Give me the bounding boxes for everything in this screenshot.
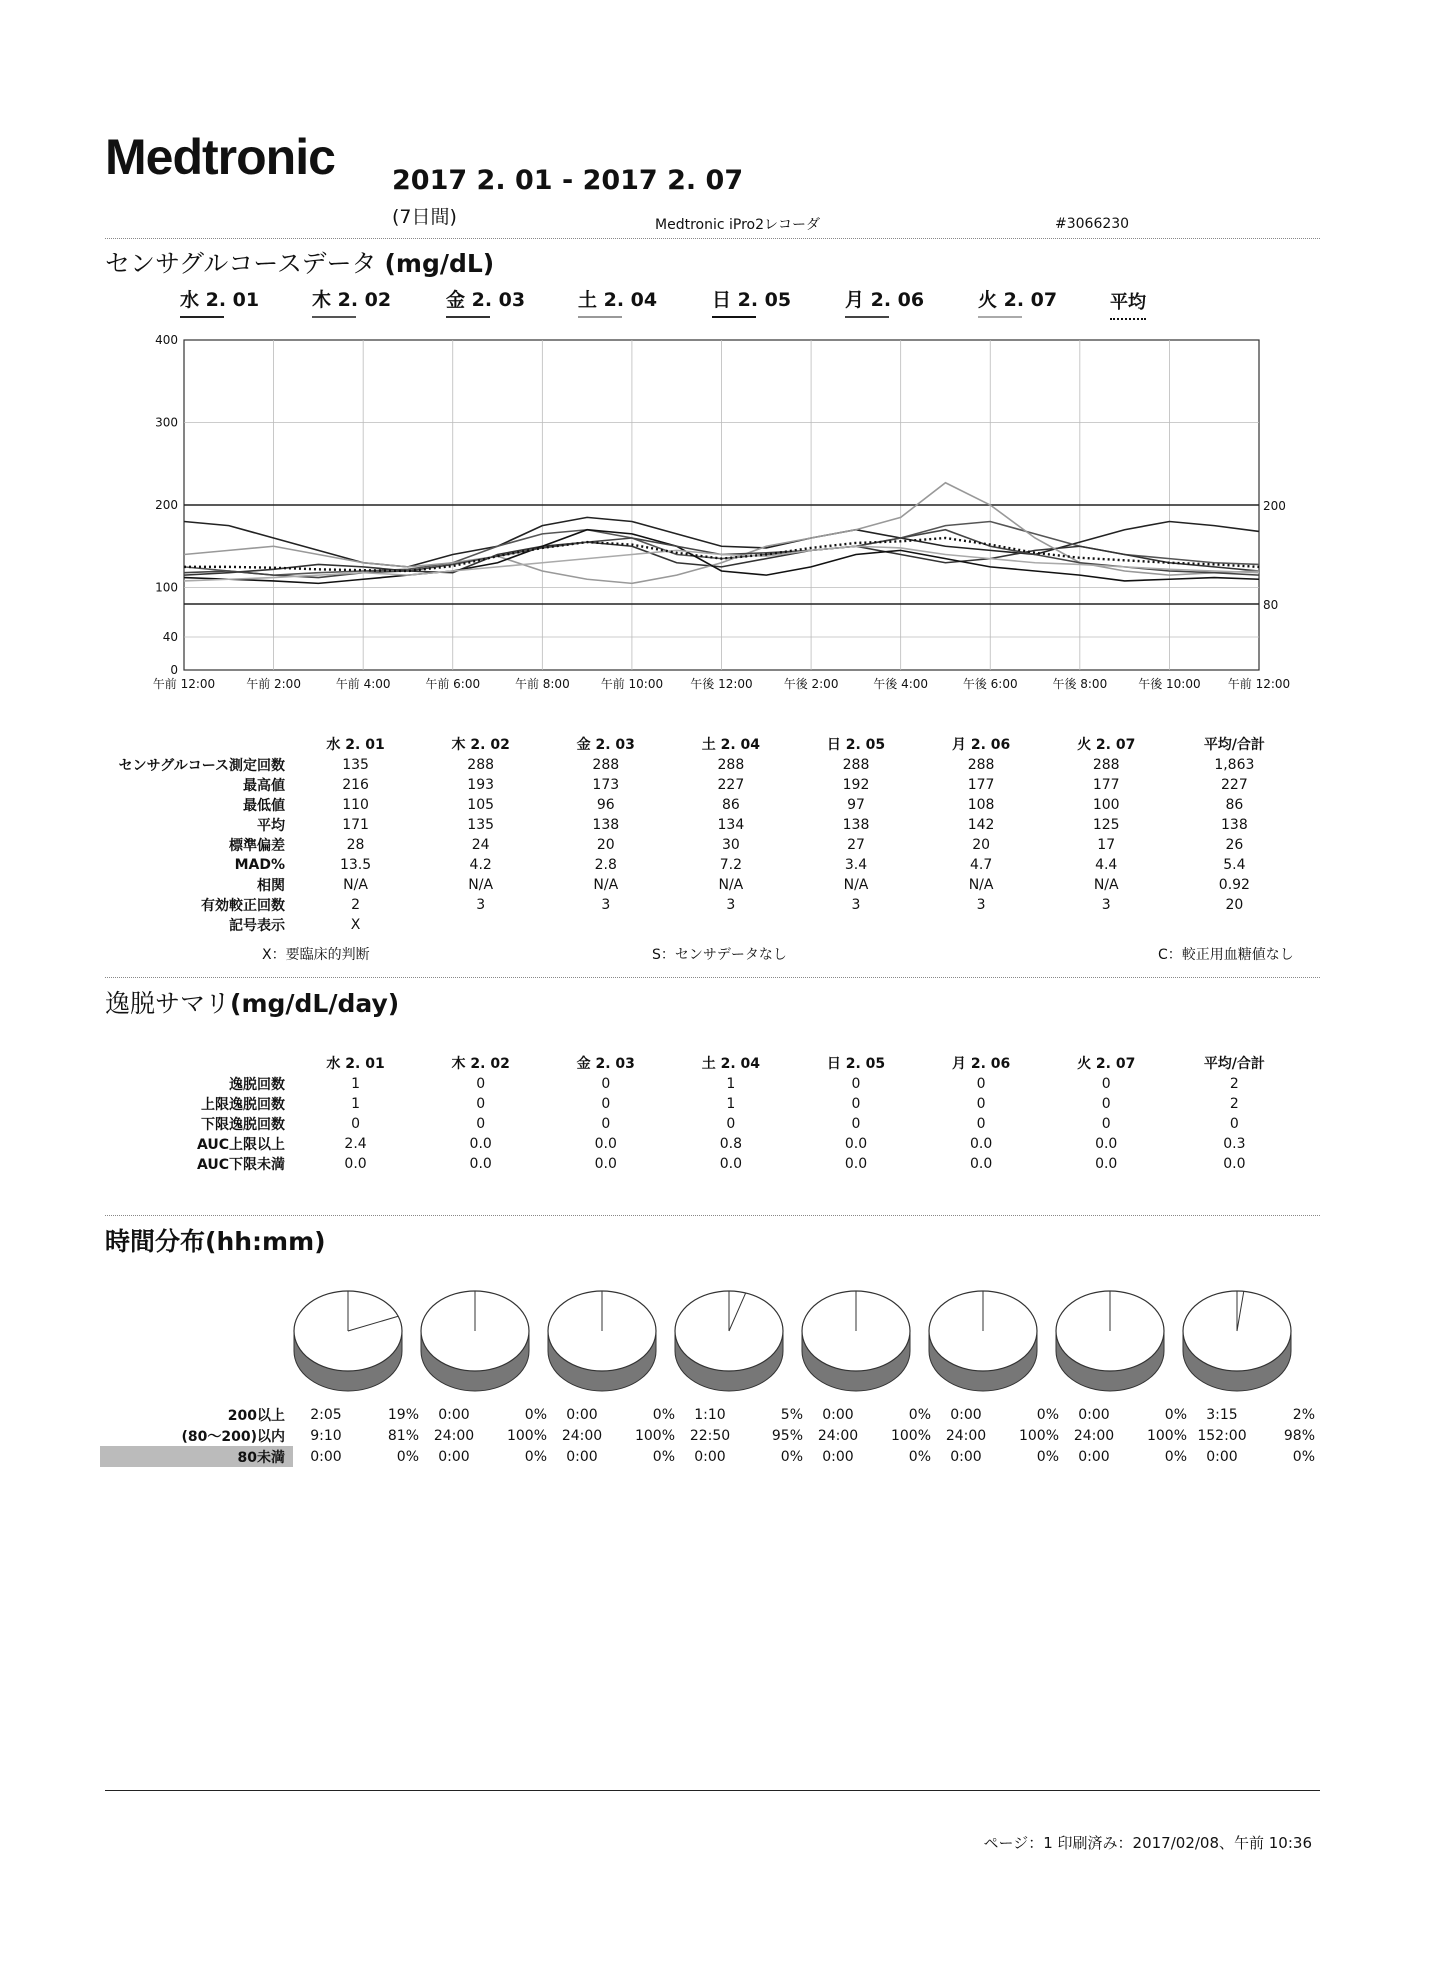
table-cell: 1 [726,1076,736,1092]
time-cell: 24:00 [433,1427,475,1444]
footer-divider [105,1790,1320,1791]
table-cell: 3.4 [844,857,868,873]
table-cell: 20 [596,837,615,853]
table-cell: N/A [468,877,494,893]
table-cell: 134 [717,817,745,833]
table-row [100,875,1300,895]
table-row [100,895,1300,915]
time-unit-text: (hh:mm) [205,1227,326,1256]
medtronic-logo: Medtronic [105,129,335,185]
percent-cell: 98% [1283,1427,1315,1444]
time-cell: 152:00 [1197,1427,1247,1444]
row-label: 有効較正回数 [201,898,285,914]
x-tick-label: 午前 4:00 [335,677,391,691]
percent-cell: 81% [387,1427,419,1444]
table-cell [543,915,668,935]
sensor-section-title [105,244,494,280]
table-cell: 1 [726,1096,736,1112]
table-cell: N/A [1093,877,1119,893]
excursion-divider [105,1215,1320,1216]
x-tick-label: 午前 12:00 [152,677,216,691]
table-row [100,1114,1300,1134]
table-cell: N/A [343,877,368,893]
legend-item: 水 2. 01 [180,285,259,312]
x-tick-label: 午前 2:00 [246,677,301,691]
table-cell: 0.0 [594,1136,617,1152]
y-tick-label: 0 [170,663,178,677]
table-row [100,1134,1300,1154]
table-cell: 192 [842,777,870,793]
table-row [100,795,1300,815]
table-cell: 0.0 [844,1156,868,1172]
percent-cell: 0% [1036,1448,1059,1465]
x-tick-label: 午前 10:00 [600,677,664,691]
stats-body [100,755,1300,935]
table-cell: 105 [467,797,495,813]
time-row-label: (80～200)以内 [181,1428,285,1445]
legend-item: 金 2. 03 [446,285,525,312]
row-label: センサグルコース測定回数 [118,758,285,774]
row-label: 上限逸脱回数 [201,1097,285,1113]
table-cell: N/A [968,877,994,893]
table-cell: 0.0 [469,1156,492,1172]
time-distribution-table [100,1404,1317,1467]
table-cell: 24 [471,837,490,853]
sensor-unit-text: (mg/dL) [384,249,495,278]
column-header: 金 2. 03 [576,737,635,753]
percent-cell: 0% [908,1448,931,1465]
table-row [100,1154,1300,1174]
table-cell: 3 [976,897,986,913]
column-header: 火 2. 07 [1077,737,1136,753]
excursion-header-row [100,1052,1300,1074]
y-tick-label: 200 [155,498,178,512]
time-cell: 22:50 [689,1427,731,1444]
time-row-label: 80未満 [100,1446,293,1467]
table-row [100,835,1300,855]
table-cell: 135 [467,817,495,833]
time-cell: 24:00 [817,1427,859,1444]
table-cell: 0 [1101,1096,1111,1112]
table-cell: 17 [1097,837,1116,853]
table-cell: 0 [601,1096,611,1112]
table-cell: 173 [592,777,620,793]
row-label: AUC下限未満 [196,1157,285,1173]
x-tick-label: 午後 12:00 [690,677,753,691]
excursion-section-title [105,984,399,1020]
table-cell: 20 [972,837,991,853]
time-cell: 0:00 [310,1448,342,1465]
table-cell: 27 [847,837,865,853]
table-cell: 0.0 [1095,1156,1118,1172]
table-cell: 3 [1101,897,1111,913]
time-cell: 3:15 [1206,1406,1238,1423]
legend-swatch [712,316,756,318]
row-label: 逸脱回数 [229,1077,285,1093]
row-label: 最低値 [243,798,285,814]
column-header: 木 2. 02 [451,1056,510,1072]
percent-cell: 0% [1292,1448,1315,1465]
table-cell: 30 [721,837,740,853]
time-pie [421,1291,529,1391]
time-title-text: 時間分布 [105,1227,206,1256]
percent-cell: 0% [652,1406,675,1423]
time-cell: 0:00 [438,1448,470,1465]
table-cell: 0.0 [844,1136,868,1152]
table-cell: 0 [1101,1116,1111,1132]
percent-cell: 0% [1164,1406,1187,1423]
table-cell: 2 [351,897,361,913]
table-cell: 227 [1221,777,1248,793]
percent-cell: 0% [1036,1406,1059,1423]
time-cell: 0:00 [950,1448,982,1465]
table-cell [1169,915,1300,935]
table-cell: 0 [726,1116,736,1132]
table-cell: 2.4 [344,1136,367,1152]
table-cell [668,915,793,935]
table-cell: 0.0 [1095,1136,1118,1152]
table-cell: 138 [1221,817,1248,833]
table-cell: 4.4 [1095,857,1118,873]
x-tick-label: 午後 10:00 [1138,677,1201,691]
legend-swatch [578,316,622,318]
column-header: 日 2. 05 [826,1056,886,1072]
column-header: 火 2. 07 [1077,1056,1136,1072]
table-cell: 3 [601,897,611,913]
recorder-name: Medtronic iPro2レコーダ [655,217,820,233]
time-cell: 0:00 [566,1448,598,1465]
table-cell: 97 [847,797,865,813]
table-cell: 0 [1229,1116,1239,1132]
time-pie [1183,1291,1291,1391]
percent-cell: 5% [780,1406,803,1423]
table-cell: 0.0 [344,1156,367,1172]
table-row [100,1094,1300,1114]
column-header: 土 2. 04 [701,1056,761,1072]
time-row [100,1425,1317,1446]
percent-cell: 100% [1018,1427,1059,1444]
sensor-title-text: センサグルコースデータ [105,249,377,278]
table-row [100,1074,1300,1094]
table-cell: 0.0 [594,1156,617,1172]
x-tick-label: 午後 2:00 [783,677,839,691]
table-cell: 2 [1229,1076,1239,1092]
report-date-range: 2017 2. 01 - 2017 2. 07 [392,165,744,196]
time-cell: 0:00 [822,1406,854,1423]
time-pie [548,1291,656,1391]
table-cell: 0 [351,1116,361,1132]
table-cell: 288 [967,757,995,773]
table-cell: 138 [592,817,620,833]
time-distribution-pies [290,1285,1330,1395]
legend-swatch [180,316,224,318]
stats-divider [105,977,1320,978]
table-row [100,755,1300,775]
column-header: 木 2. 02 [451,737,510,753]
legend-item: 土 2. 04 [578,285,657,312]
table-cell: 96 [596,797,615,813]
percent-cell: 100% [634,1427,675,1444]
percent-cell: 100% [890,1427,931,1444]
excursion-table [100,1052,1300,1174]
table-cell: 20 [1225,897,1244,913]
table-row [100,915,1300,935]
time-pie [929,1291,1037,1391]
percent-cell: 100% [506,1427,547,1444]
header-divider [105,238,1320,239]
row-label: AUC上限以上 [196,1137,285,1153]
time-cell: 24:00 [1073,1427,1115,1444]
table-cell: 0.8 [719,1136,743,1152]
x-tick-label: 午前 8:00 [514,677,570,691]
x-tick-label: 午前 12:00 [1227,677,1291,691]
time-cell: 24:00 [561,1427,603,1444]
table-cell: N/A [593,877,619,893]
table-cell: 0 [851,1116,861,1132]
row-label: 記号表示 [229,918,285,934]
time-section-title [105,1222,326,1258]
table-cell: 0 [976,1096,986,1112]
time-row-label: 200以上 [227,1407,285,1424]
legend-swatch [1110,318,1146,320]
time-cell: 0:00 [950,1406,982,1423]
table-cell: 0 [601,1116,611,1132]
table-cell: 0.0 [1223,1156,1246,1172]
table-cell: 0 [476,1096,486,1112]
x-tick-label: 午後 6:00 [962,677,1018,691]
table-cell: 0.0 [719,1156,743,1172]
legend-swatch [845,316,889,318]
report-days: (7日間) [392,206,457,228]
row-label: 標準偏差 [229,838,285,854]
time-cell: 2:05 [310,1406,342,1423]
table-cell: 108 [967,797,995,813]
percent-cell: 0% [396,1448,419,1465]
stats-header-row [100,733,1300,755]
table-cell: 288 [1092,757,1120,773]
header-blank [100,1052,293,1074]
table-cell: 0.0 [969,1156,993,1172]
table-cell: 0 [476,1076,486,1092]
table-cell: 171 [342,817,369,833]
legend-item: 平均 [1110,288,1146,314]
percent-cell: 2% [1292,1406,1315,1423]
column-header: 平均/合計 [1203,1056,1265,1072]
note-s: S：センサデータなし [652,947,787,963]
table-cell: 1 [351,1076,361,1092]
legend-swatch [312,316,356,318]
column-header: 水 2. 01 [326,737,385,753]
table-cell: 288 [592,757,620,773]
table-row [100,775,1300,795]
header-blank [100,733,293,755]
x-tick-label: 午後 4:00 [873,677,929,691]
x-tick-label: 午後 8:00 [1052,677,1108,691]
table-cell [418,915,543,935]
legend-swatch [446,316,490,318]
table-cell: 0 [976,1116,986,1132]
table-cell: 86 [721,797,740,813]
y-tick-label: 100 [155,580,178,595]
table-cell: 138 [842,817,870,833]
table-cell: 26 [1225,837,1244,853]
percent-cell: 0% [524,1406,547,1423]
excursion-body [100,1074,1300,1174]
percent-cell: 100% [1146,1427,1187,1444]
table-cell: 13.5 [339,857,372,873]
time-cell: 0:00 [1078,1448,1110,1465]
print-footer: ページ：1 印刷済み：2017/02/08、午前 10:36 [983,1834,1312,1852]
column-header: 平均/合計 [1203,737,1265,753]
legend-swatch [978,316,1022,318]
glucose-line-chart [140,330,1320,710]
table-cell: 0.3 [1223,1136,1246,1152]
table-cell: 0.92 [1218,877,1250,893]
y-tick-label: 400 [155,333,178,347]
table-cell: 3 [726,897,736,913]
table-cell: 3 [476,897,486,913]
table-cell: 193 [467,777,495,793]
column-header: 月 2. 06 [951,1056,1011,1072]
time-pie [1056,1291,1164,1391]
table-cell: 110 [342,797,369,813]
row-label: 最高値 [243,778,285,794]
time-cell: 1:10 [694,1406,726,1423]
legend-item: 日 2. 05 [712,285,791,312]
table-cell: 0 [601,1076,611,1092]
table-cell: 5.4 [1223,857,1246,873]
legend-item: 火 2. 07 [978,285,1057,312]
percent-cell: 0% [1164,1448,1187,1465]
time-cell: 9:10 [310,1427,342,1444]
target-line-label: 200 [1263,499,1286,513]
column-header: 土 2. 04 [701,737,761,753]
percent-cell: 0% [524,1448,547,1465]
legend-item: 木 2. 02 [312,285,391,312]
time-cell: 0:00 [566,1406,598,1423]
table-cell: 177 [1092,777,1120,793]
table-row [100,815,1300,835]
column-header: 金 2. 03 [576,1056,635,1072]
table-cell: 0 [851,1076,861,1092]
time-cell: 0:00 [1206,1448,1238,1465]
table-cell: 3 [851,897,861,913]
time-row [100,1404,1317,1425]
table-cell: 2 [1229,1096,1239,1112]
row-label: 下限逸脱回数 [201,1117,285,1133]
time-cell: 24:00 [945,1427,987,1444]
table-cell: 142 [967,817,995,833]
table-cell: X [350,917,361,933]
percent-cell: 0% [652,1448,675,1465]
time-pie [675,1291,783,1391]
table-cell: 216 [342,777,369,793]
table-cell: 28 [346,837,365,853]
table-cell: 0 [476,1116,486,1132]
table-cell: 86 [1225,797,1244,813]
table-cell [1044,915,1169,935]
excursion-unit-text: (mg/dL/day) [230,989,400,1018]
column-header: 月 2. 06 [951,737,1011,753]
table-cell: 0 [851,1096,861,1112]
note-c: C：較正用血糖値なし [1158,947,1294,963]
percent-cell: 95% [771,1427,803,1444]
excursion-title-text: 逸脱サマリ [105,989,231,1018]
table-row [100,855,1300,875]
y-tick-label: 300 [155,415,178,430]
percent-cell: 19% [387,1406,419,1423]
column-header: 日 2. 05 [826,737,886,753]
note-x: X：要臨床的判断 [262,947,370,963]
table-cell: 227 [717,777,745,793]
table-cell: 125 [1092,817,1120,833]
serial-number: #3066230 [1055,216,1130,232]
table-cell [919,915,1044,935]
time-cell: 0:00 [438,1406,470,1423]
time-cell: 0:00 [822,1448,854,1465]
table-cell: 288 [717,757,745,773]
table-cell: 100 [1092,797,1120,813]
time-row [100,1446,1317,1467]
table-cell: 288 [842,757,870,773]
table-cell: 1,863 [1214,757,1255,773]
table-cell: 288 [467,757,495,773]
table-cell: N/A [843,877,869,893]
table-cell: 4.2 [469,857,492,873]
row-label: 平均 [257,818,285,834]
table-cell: 135 [342,757,369,773]
row-label: 相関 [257,878,285,894]
row-label: MAD% [234,857,285,873]
table-cell [793,915,918,935]
percent-cell: 0% [780,1448,803,1465]
sensor-stats-table [100,733,1300,935]
table-cell: 2.8 [594,857,617,873]
target-line-label: 80 [1263,598,1279,612]
time-cell: 0:00 [1078,1406,1110,1423]
y-tick-label: 40 [162,630,178,644]
table-cell: 1 [351,1096,361,1112]
table-cell: 177 [967,777,995,793]
time-pie [802,1291,910,1391]
percent-cell: 0% [908,1406,931,1423]
x-tick-label: 午前 6:00 [425,677,481,691]
table-cell: 0.0 [969,1136,993,1152]
time-cell: 0:00 [694,1448,726,1465]
table-cell: 0.0 [469,1136,492,1152]
table-cell: 7.2 [719,857,743,873]
table-cell: N/A [718,877,744,893]
time-pie [294,1291,402,1391]
legend-item: 月 2. 06 [845,285,924,312]
table-cell: 0 [1101,1076,1111,1092]
column-header: 水 2. 01 [326,1056,385,1072]
table-cell: 4.7 [969,857,993,873]
table-cell: 0 [976,1076,986,1092]
